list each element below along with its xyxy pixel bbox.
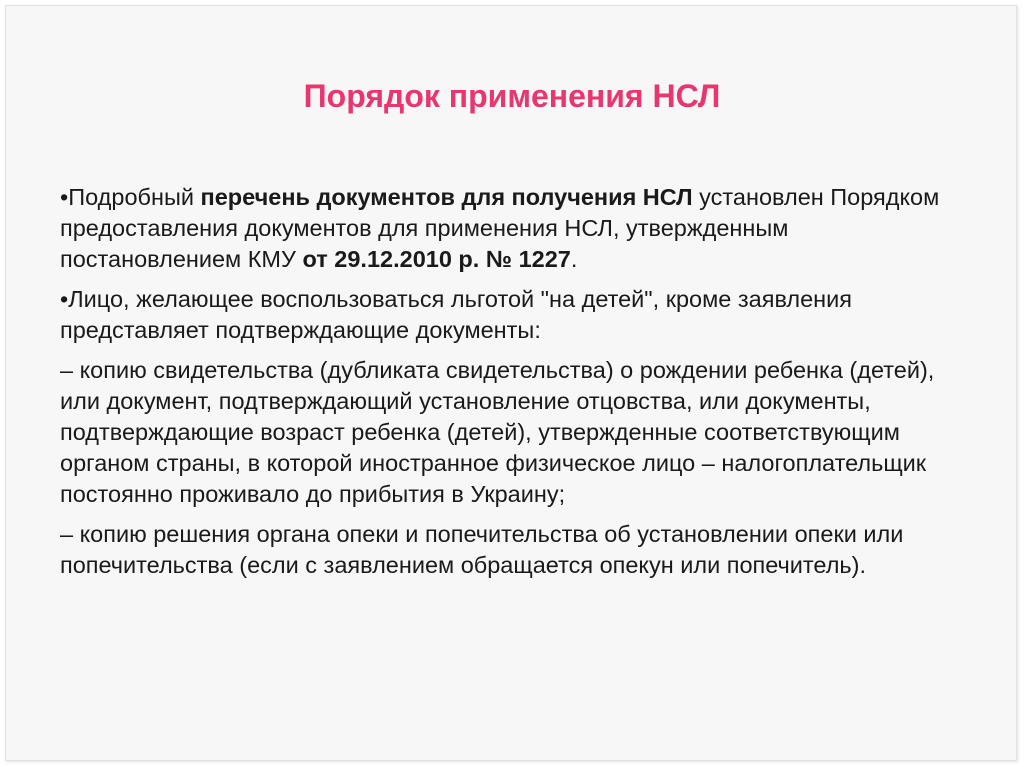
text-segment: •Лицо, желающее воспользоваться льготой "на детей", кроме заявления представляет подтверждающие документы: [60, 286, 853, 343]
bold-segment: от 29.12.2010 р. № 1227 [302, 246, 571, 272]
paragraph-applicant [60, 284, 960, 346]
paragraph-birth-certificate [60, 355, 960, 510]
paragraph-guardianship [60, 519, 960, 581]
slide-title: Порядок применения НСЛ [303, 78, 721, 114]
text-segment: •Подробный [60, 184, 201, 210]
slide-body [60, 182, 960, 590]
bold-segment: перечень документов для получения НСЛ [200, 184, 693, 210]
text-segment: – копию решения органа опеки и попечительства об установлении опеки или попечительства (если с заявлением обращается опекун или попечитель). [60, 521, 904, 578]
text-segment: . [570, 246, 578, 272]
text-segment: установлен Порядком предоставления документов для применения НСЛ, утвержденным постановлением КМУ [60, 184, 940, 272]
text-segment: – копию свидетельства (дубликата свидетельства) о рождении ребенка (детей), или документ, подтверждающий установление отцовства, или документы, подтверждающие возраст ребенка (детей), утвержденные соответствующим органом страны, в которой иностранное физическое лицо – налогоплательщик постоянно проживало до прибытия в Украину; [60, 357, 935, 507]
paragraph-documents-list [60, 182, 960, 275]
